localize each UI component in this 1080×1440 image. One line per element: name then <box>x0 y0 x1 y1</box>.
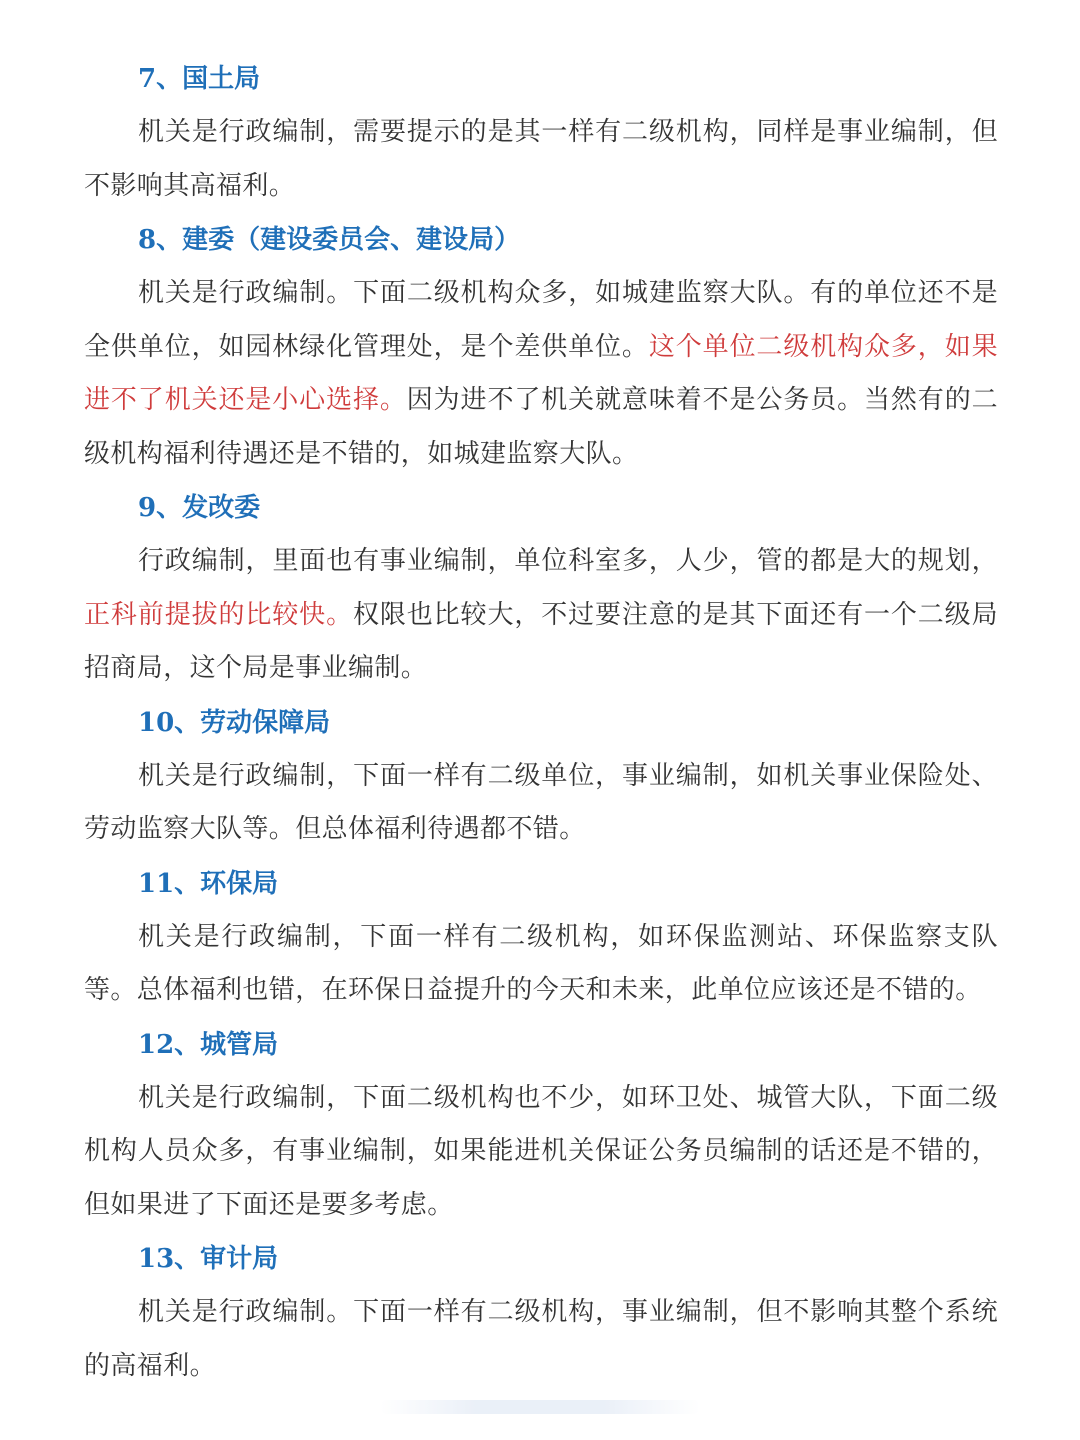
section-heading: 8、建委（建设委员会、建设局） <box>138 225 521 255</box>
section-paragraph <box>84 1286 998 1393</box>
section-heading: 10、劳动保障局 <box>138 707 331 738</box>
paragraph-text: 机关是行政编制，需要提示的是其一样有二级机构，同样是事业编制，但不影响其高福利。 <box>84 117 998 201</box>
section-paragraph <box>84 911 998 1018</box>
section-heading: 13、审计局 <box>138 1244 279 1274</box>
section-heading: 7、国土局 <box>138 64 261 94</box>
section-heading: 12、城管局 <box>138 1029 279 1060</box>
section-13 <box>84 1232 998 1393</box>
paragraph-text: 因为进不了机关就意味着不是公务员。当然有的二级机构福利待遇还是不错的，如城建监察大队。 <box>84 385 998 469</box>
paragraph-text: 机关是行政编制，下面一样有二级单位，事业编制，如机关事业保险处、劳动监察大队等。但总体福利待遇都不错。 <box>84 760 998 844</box>
section-heading: 9、发改委 <box>138 493 261 523</box>
document-page <box>84 52 998 1393</box>
paragraph-text: 权限也比较大，不过要注意的是其下面还有一个二级局招商局，这个局是事业编制。 <box>84 599 998 683</box>
bottom-watermark-smudge <box>380 1400 700 1414</box>
section-10 <box>84 696 998 857</box>
section-9 <box>84 481 998 696</box>
section-paragraph <box>84 106 998 213</box>
highlighted-text: 这个单位二级机构众多，如果进不了机关还是小心选择。 <box>84 331 999 415</box>
section-11 <box>84 857 998 1018</box>
paragraph-text: 机关是行政编制。下面二级机构众多，如城建监察大队。有的单位还不是全供单位，如园林绿化管理处，是个差供单位。 <box>84 278 998 362</box>
paragraph-text: 行政编制，里面也有事业编制，单位科室多，人少，管的都是大的规划， <box>138 546 998 576</box>
paragraph-text: 机关是行政编制。下面一样有二级机构，事业编制，但不影响其整个系统的高福利。 <box>84 1297 998 1381</box>
section-paragraph <box>84 267 998 481</box>
section-paragraph <box>84 1072 998 1233</box>
paragraph-text: 机关是行政编制，下面二级机构也不少，如环卫处、城管大队，下面二级机构人员众多，有事业编制，如果能进机关保证公务员编制的话还是不错的，但如果进了下面还是要多考虑。 <box>84 1082 998 1220</box>
section-heading: 11、环保局 <box>138 868 279 899</box>
paragraph-text: 机关是行政编制，下面一样有二级机构，如环保监测站、环保监察支队等。总体福利也错，在环保日益提升的今天和未来，此单位应该还是不错的。 <box>84 921 998 1005</box>
highlighted-text: 正科前提拔的比较快。 <box>84 599 353 630</box>
section-paragraph <box>84 750 998 857</box>
section-paragraph <box>84 535 998 696</box>
section-12 <box>84 1018 998 1233</box>
section-7 <box>84 52 998 213</box>
section-8 <box>84 213 998 481</box>
